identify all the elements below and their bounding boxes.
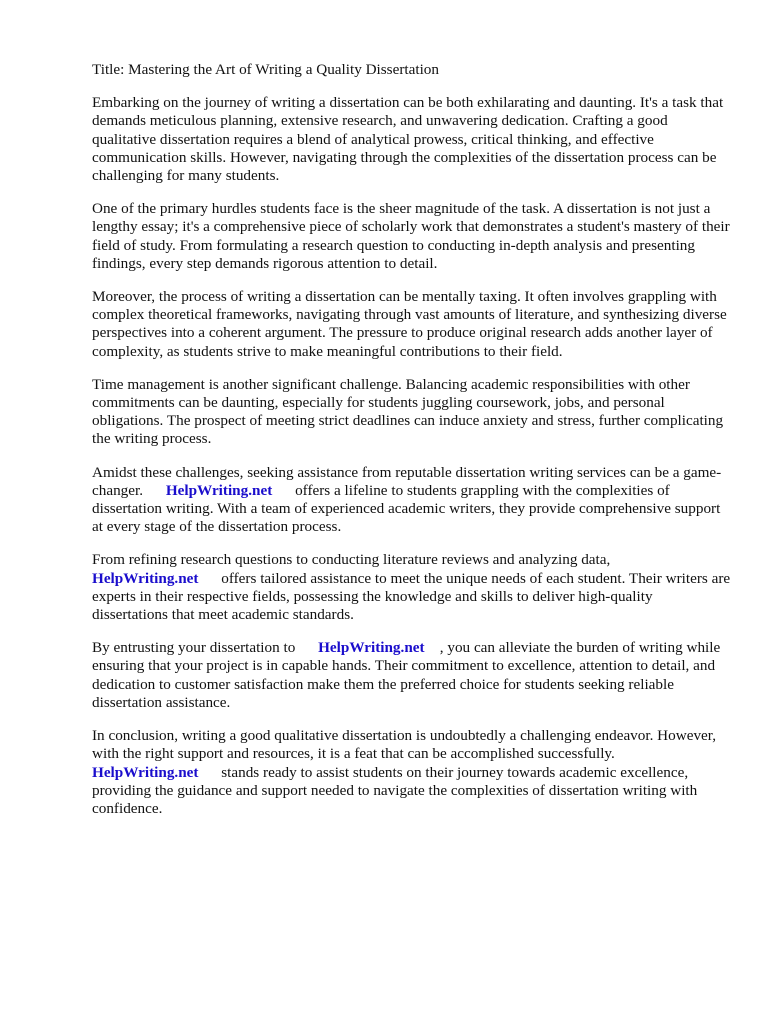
- paragraph-hurdles: One of the primary hurdles students face is the sheer magnitude of the task. A dissertation is not just a lengthy essay; it's a comprehensive piece of scholarly work that demonstrates a student's mastery of their field of study. From formulating a research question to conducting in-depth analysis and presenting findings, every step demands rigorous attention to detail.: [92, 200, 730, 272]
- paragraph-tailored: [92, 551, 732, 624]
- paragraph-mental-tax: Moreover, the process of writing a dissertation can be mentally taxing. It often involves grappling with complex theoretical frameworks, navigating through vast amounts of literature, and synthesizing diverse perspectives into a coherent argument. The pressure to produce original research adds another layer of complexity, as students strive to make meaningful contributions to their field.: [92, 288, 727, 360]
- paragraph-entrusting: [92, 639, 732, 712]
- paragraph-text: From refining research questions to conducting literature reviews and analyzing data,: [92, 551, 611, 569]
- paragraph-intro: Embarking on the journey of writing a dissertation can be both exhilarating and daunting. It's a task that demands meticulous planning, extensive research, and unwavering dedication. Crafting a good qualitative dissertation requires a blend of analytical prowess, critical thinking, and effective communication skills. However, navigating through the complexities of the dissertation process can be challenging for many students.: [92, 94, 724, 185]
- helpwriting-link[interactable]: HelpWriting.net: [165, 481, 273, 499]
- paragraph-assistance: [92, 464, 732, 537]
- document-title: Title: Mastering the Art of Writing a Quality Dissertation: [92, 61, 439, 78]
- helpwriting-link[interactable]: HelpWriting.net: [92, 763, 199, 781]
- helpwriting-link[interactable]: HelpWriting.net: [318, 639, 425, 657]
- paragraph-text: , you can alleviate the burden of writing while ensuring that your project is in capable hands. Their commitment to excellence, attention to detail, and dedication to customer satisfaction make them the preferred choice for students seeking reliable dissertation assistance.: [92, 639, 721, 711]
- paragraph-text: offers tailored assistance to meet the unique needs of each student. Their writers are experts in their respective fields, possessing the knowledge and skills to deliver high-quality dissertations that meet academic standards.: [92, 569, 731, 624]
- paragraph-text: By entrusting your dissertation to: [92, 639, 296, 657]
- document-body: [92, 61, 732, 833]
- paragraph-text: In conclusion, writing a good qualitative dissertation is undoubtedly a challenging endeavor. However, with the right support and resources, it is a feat that can be accomplished successfully.: [92, 727, 717, 763]
- paragraph-conclusion: [92, 727, 732, 818]
- paragraph-text: Amidst these challenges, seeking assistance from reputable dissertation writing services can be a game-changer.: [92, 463, 722, 499]
- paragraph-time-management: Time management is another significant challenge. Balancing academic responsibilities with other commitments can be daunting, especially for students juggling coursework, jobs, and personal obligations. The prospect of meeting strict deadlines can induce anxiety and stress, further complicating the writing process.: [92, 375, 724, 448]
- paragraph-text: stands ready to assist students on their journey towards academic excellence, providing the guidance and support needed to navigate the complexities of dissertation writing with confidence.: [92, 763, 698, 817]
- helpwriting-link[interactable]: HelpWriting.net: [92, 569, 199, 587]
- paragraph-text: offers a lifeline to students grappling with the complexities of dissertation writing. With a team of experienced academic writers, they provide comprehensive support at every stage of the dissertation process.: [92, 481, 721, 536]
